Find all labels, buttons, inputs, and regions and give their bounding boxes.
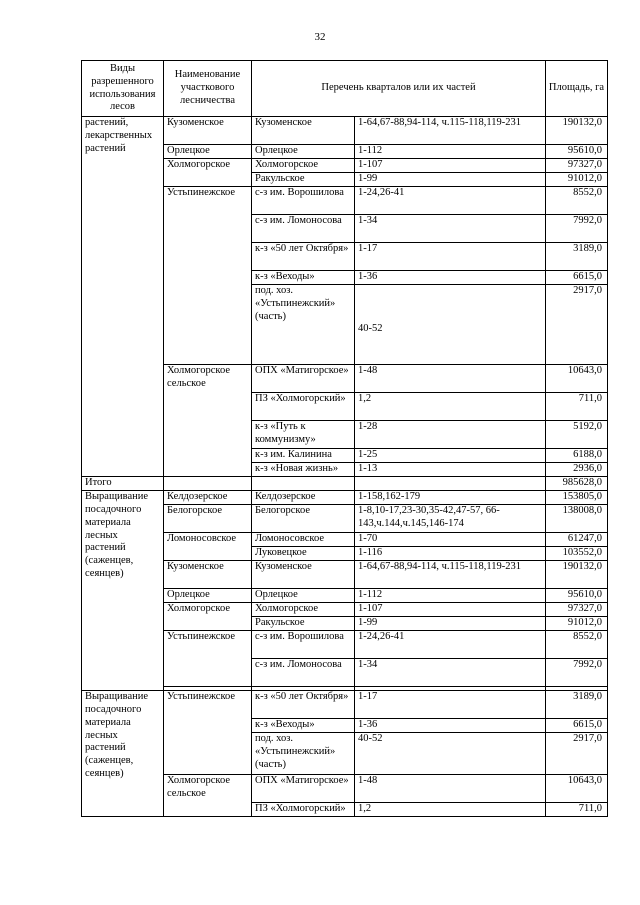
subunit-cell: Холмогорское [252,159,355,173]
table-row [82,117,608,145]
area-cell: 61247,0 [546,533,608,547]
subunit-cell: Келдозерское [252,491,355,505]
area-cell: 8552,0 [546,187,608,215]
subunit-cell: к-з «Новая жизнь» [252,463,355,477]
area-cell: 3189,0 [546,243,608,271]
quarters-cell: 40-52 [355,733,546,775]
subunit-cell: Ракульское [252,617,355,631]
quarters-cell: 1-34 [355,215,546,243]
quarters-cell: 1-17 [355,243,546,271]
quarters-cell: 1-112 [355,589,546,603]
district-cell [164,477,252,491]
area-cell: 97327,0 [546,159,608,173]
header-row [82,61,608,117]
subunit-cell: к-з «Веходы» [252,271,355,285]
subunit-cell: с-з им. Ломоносова [252,659,355,687]
subunit-cell: Холмогорское [252,603,355,617]
forest-use-table [81,60,608,817]
quarters-cell: 1-48 [355,775,546,803]
area-cell: 95610,0 [546,145,608,159]
area-cell: 190132,0 [546,117,608,145]
quarters-cell: 1-107 [355,603,546,617]
area-cell: 7992,0 [546,659,608,687]
subunit-cell [252,477,355,491]
quarters-cell: 1-64,67-88,94-114, ч.115-118,119-231 [355,561,546,589]
district-cell: Кузоменское [164,117,252,145]
district-cell: Устьпинежское [164,631,252,687]
quarters-cell: 1-17 [355,691,546,719]
page-number: 32 [314,31,326,43]
quarters-cell: 1-107 [355,159,546,173]
area-cell: 91012,0 [546,173,608,187]
quarters-cell: 1-99 [355,173,546,187]
subunit-cell: к-з «Путь к коммунизму» [252,421,355,449]
area-cell: 153805,0 [546,491,608,505]
area-cell: 91012,0 [546,617,608,631]
area-cell: 2917,0 [546,733,608,775]
subunit-cell: с-з им. Ломоносова [252,215,355,243]
subunit-cell: под. хоз. «Устьпинежский» (часть) [252,285,355,365]
district-cell: Холмогорское сельское [164,365,252,477]
quarters-cell: 1,2 [355,393,546,421]
header-use-type: Виды разрешенного использования лесов [82,61,164,117]
quarters-cell: 1-24,26-41 [355,631,546,659]
quarters-cell: 1-99 [355,617,546,631]
area-cell: 711,0 [546,393,608,421]
use-type-cell: растений, лекарственных растений [82,117,164,477]
district-cell: Орлецкое [164,145,252,159]
quarters-cell: 1-70 [355,533,546,547]
area-cell: 6615,0 [546,271,608,285]
subunit-cell: Луковецкое [252,547,355,561]
area-cell: 10643,0 [546,365,608,393]
quarters-cell: 1,2 [355,803,546,817]
subunit-cell: к-з «Веходы» [252,719,355,733]
quarters-cell: 1-64,67-88,94-114, ч.115-118,119-231 [355,117,546,145]
quarters-cell: 1-36 [355,271,546,285]
district-cell: Орлецкое [164,589,252,603]
quarters-cell: 40-52 [355,285,546,365]
district-cell: Холмогорское сельское [164,775,252,817]
area-cell: 95610,0 [546,589,608,603]
quarters-cell: 1-48 [355,365,546,393]
subunit-cell: к-з им. Калинина [252,449,355,463]
table-row [82,691,608,719]
header-district: Наименование участкового лесничества [164,61,252,117]
subunit-cell: Кузоменское [252,561,355,589]
district-cell: Холмогорское [164,159,252,187]
use-type-cell: Выращивание посадочного материала лесных растений (саженцев, сеянцев) [82,491,164,691]
subunit-cell: Ракульское [252,173,355,187]
subunit-cell: ОПХ «Матигорское» [252,365,355,393]
area-cell: 3189,0 [546,691,608,719]
header-area: Площадь, га [546,61,608,117]
table-row [82,491,608,505]
subunit-cell: к-з «50 лет Октября» [252,243,355,271]
subunit-cell: к-з «50 лет Октября» [252,691,355,719]
subunit-cell: ОПХ «Матигорское» [252,775,355,803]
quarters-cell: 1-112 [355,145,546,159]
quarters-cell: 1-36 [355,719,546,733]
subunit-cell: с-з им. Ворошилова [252,631,355,659]
quarters-cell: 1-116 [355,547,546,561]
district-cell: Кузоменское [164,561,252,589]
subunit-cell: с-з им. Ворошилова [252,187,355,215]
quarters-cell: 1-28 [355,421,546,449]
district-cell: Устьпинежское [164,691,252,775]
district-cell: Ломоносовское [164,533,252,561]
total-area: 985628,0 [546,477,608,491]
quarters-cell: 1-34 [355,659,546,687]
quarters-cell: 1-13 [355,463,546,477]
area-cell: 6615,0 [546,719,608,733]
subunit-cell: под. хоз. «Устьпинежский» (часть) [252,733,355,775]
total-label: Итого [82,477,164,491]
area-cell: 97327,0 [546,603,608,617]
district-cell: Холмогорское [164,603,252,631]
area-cell: 138008,0 [546,505,608,533]
quarters-cell: 1-158,162-179 [355,491,546,505]
district-cell: Устьпинежское [164,187,252,365]
area-cell: 6188,0 [546,449,608,463]
quarters-cell [355,477,546,491]
area-cell: 10643,0 [546,775,608,803]
area-cell: 8552,0 [546,631,608,659]
area-cell: 190132,0 [546,561,608,589]
district-cell: Белогорское [164,505,252,533]
subunit-cell: Ломоносовское [252,533,355,547]
quarters-cell: 1-8,10-17,23-30,35-42,47-57, 66-143,ч.144,ч.145,146-174 [355,505,546,533]
area-cell: 7992,0 [546,215,608,243]
subunit-cell: ПЗ «Холмогорский» [252,393,355,421]
quarters-cell: 1-25 [355,449,546,463]
subunit-cell: Орлецкое [252,589,355,603]
district-cell: Келдозерское [164,491,252,505]
subunit-cell: Белогорское [252,505,355,533]
area-cell: 103552,0 [546,547,608,561]
quarters-cell: 1-24,26-41 [355,187,546,215]
area-cell: 711,0 [546,803,608,817]
area-cell: 5192,0 [546,421,608,449]
subunit-cell: ПЗ «Холмогорский» [252,803,355,817]
subunit-cell: Кузоменское [252,117,355,145]
area-cell: 2936,0 [546,463,608,477]
subunit-cell: Орлецкое [252,145,355,159]
header-quarters: Перечень кварталов или их частей [252,61,546,117]
total-row [82,477,608,491]
use-type-cell: Выращивание посадочного материала лесных растений (саженцев, сеянцев) [82,691,164,817]
area-cell: 2917,0 [546,285,608,365]
